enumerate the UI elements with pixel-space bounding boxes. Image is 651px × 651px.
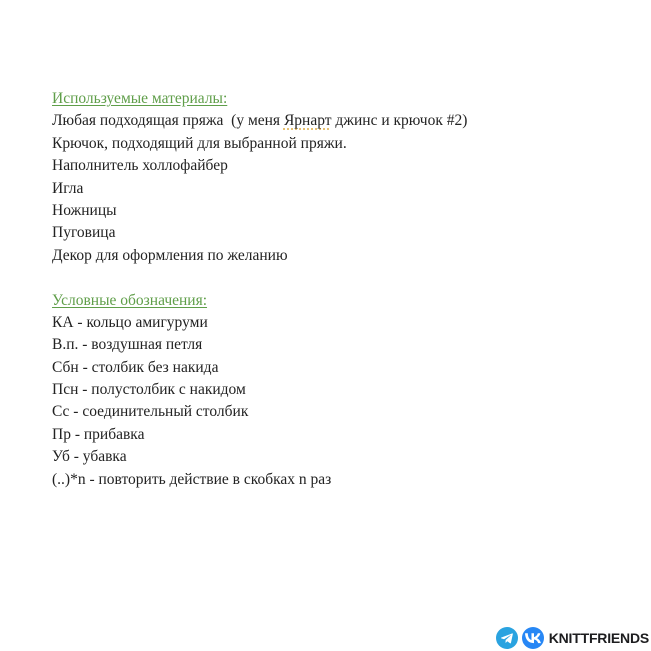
materials-item-tail: джинс и крючок #2) <box>331 112 468 130</box>
legend-item: Пр - прибавка <box>52 425 145 443</box>
legend-item: КА - кольцо амигуруми <box>52 313 208 331</box>
materials-item: Ножницы <box>52 201 117 219</box>
legend-item: Сс - соединительный столбик <box>52 403 249 421</box>
materials-item: Декор для оформления по желанию <box>52 246 288 264</box>
legend-item: Сбн - столбик без накида <box>52 358 219 376</box>
document-body <box>52 88 632 491</box>
materials-heading: Используемые материалы: <box>52 90 228 107</box>
materials-item <box>52 110 632 132</box>
legend-item: Уб - убавка <box>52 448 127 466</box>
materials-item: Наполнитель холлофайбер <box>52 157 228 175</box>
brand-watermark <box>496 627 649 649</box>
legend-item: (..)*n - повторить действие в скобках n раз <box>52 470 332 488</box>
materials-item-text: Любая подходящая пряжа (у меня <box>52 112 284 130</box>
yarn-brand-word: Ярнарт <box>283 112 332 130</box>
section-spacer <box>52 267 632 289</box>
materials-item: Крючок, подходящий для выбранной пряжи. <box>52 134 347 152</box>
brand-name: KNITTFRIENDS <box>548 630 649 646</box>
legend-item: В.п. - воздушная петля <box>52 336 203 354</box>
materials-item: Игла <box>52 179 84 197</box>
telegram-icon[interactable] <box>496 627 518 649</box>
materials-item: Пуговица <box>52 224 116 242</box>
legend-item: Псн - полустолбик с накидом <box>52 381 246 399</box>
vk-icon[interactable] <box>522 627 544 649</box>
legend-heading: Условные обозначения: <box>52 291 208 309</box>
